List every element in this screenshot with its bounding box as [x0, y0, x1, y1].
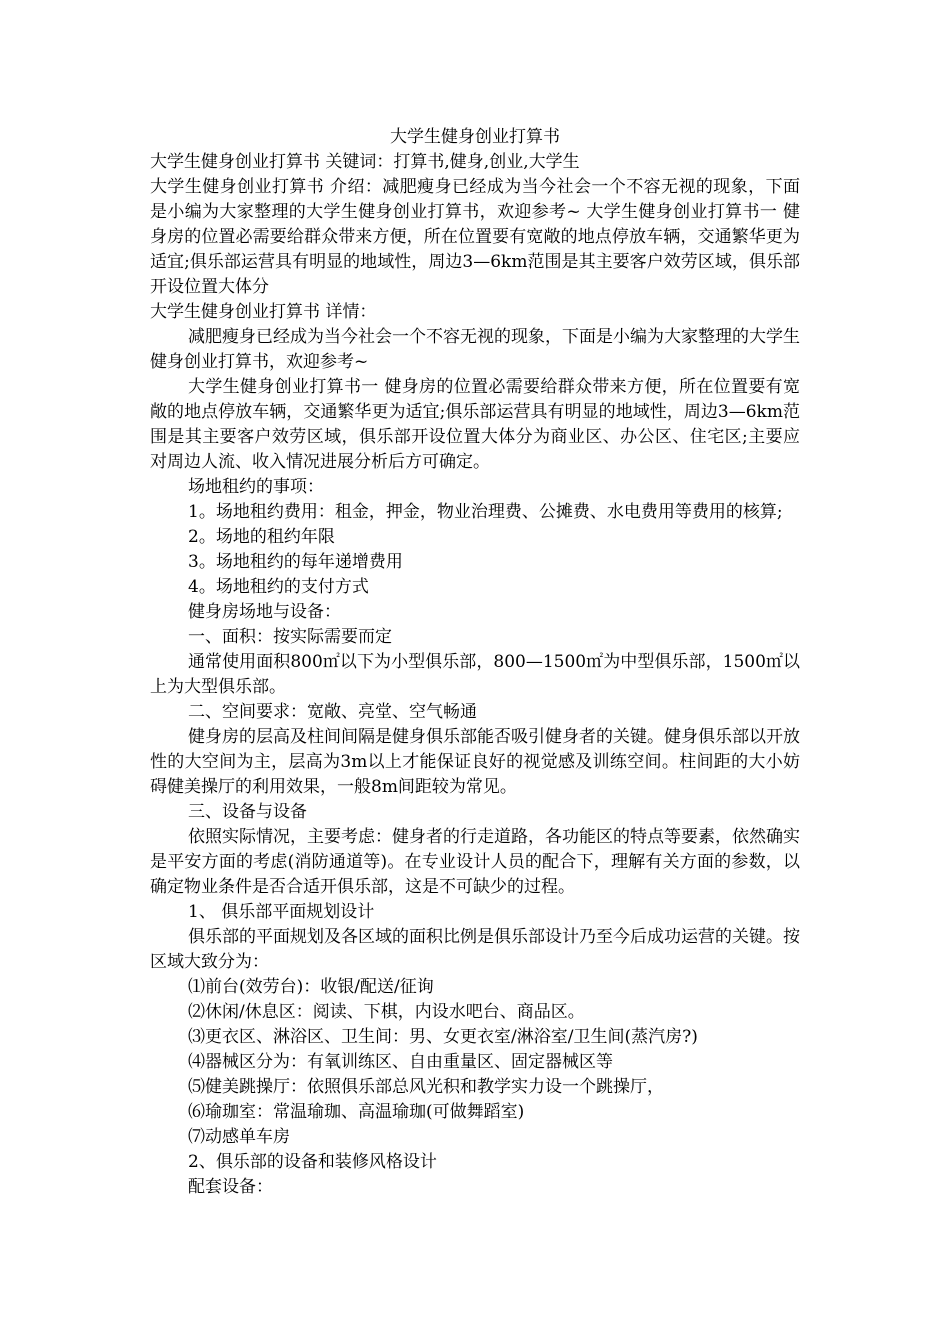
list-item: 3。场地租约的每年递增费用 — [188, 552, 403, 572]
document-page — [150, 124, 800, 1200]
list-item: ⑵休闲/休息区：阅读、下棋，内设水吧台、商品区。 — [188, 1002, 585, 1022]
list-item: ⑸健美跳操厅：依照俱乐部总风光积和教学实力设一个跳操厅， — [188, 1077, 664, 1097]
section-heading: 场地租约的事项： — [188, 477, 324, 497]
list-item: ⑺动感单车房 — [188, 1127, 290, 1147]
document-title: 大学生健身创业打算书 — [390, 127, 560, 147]
section-heading: 三、设备与设备 — [188, 802, 307, 822]
list-item: ⑶更衣区、淋浴区、卫生间：男、女更衣室/淋浴室/卫生间(蒸汽房?) — [188, 1027, 698, 1047]
details-label: 大学生健身创业打算书 详情： — [150, 302, 377, 322]
section-heading: 2、俱乐部的设备和装修风格设计 — [188, 1152, 437, 1172]
body-paragraph: 减肥瘦身已经成为当今社会一个不容无视的现象，下面是小编为大家整理的大学生健身创业打算书，欢迎参考~ — [150, 327, 800, 372]
keywords-line: 大学生健身创业打算书 关键词：打算书,健身,创业,大学生 — [150, 152, 580, 172]
list-item: ⑹瑜珈室：常温瑜珈、高温瑜珈(可做舞蹈室) — [188, 1102, 525, 1122]
section-heading: 二、空间要求：宽敞、亮堂、空气畅通 — [188, 702, 477, 722]
section-heading: 一、面积：按实际需要而定 — [188, 627, 392, 647]
section-heading: 1、 俱乐部平面规划设计 — [188, 902, 375, 922]
body-paragraph: 通常使用面积800㎡以下为小型俱乐部，800—1500㎡为中型俱乐部，1500㎡以上为大型俱乐部。 — [150, 652, 800, 697]
body-paragraph: 大学生健身创业打算书一 健身房的位置必需要给群众带来方便，所在位置要有宽敞的地点停放车辆，交通繁华更为适宜;俱乐部运营具有明显的地域性，周边3—6km范围是其主要客户效劳区域，俱乐部开设位置大体分为商业区、办公区、住宅区;主要应对周边人流、收入情况进展分析后方可确定。 — [150, 377, 800, 472]
body-paragraph: 健身房的层高及柱间间隔是健身俱乐部能否吸引健身者的关键。健身俱乐部以开放性的大空间为主，层高为3m以上才能保证良好的视觉感及训练空间。柱间距的大小妨碍健美操厅的利用效果，一般8m间距较为常见。 — [150, 727, 800, 797]
list-item: 2。场地的租约年限 — [188, 527, 335, 547]
list-item: ⑷器械区分为：有氧训练区、自由重量区、固定器械区等 — [188, 1052, 613, 1072]
body-paragraph: 俱乐部的平面规划及各区域的面积比例是俱乐部设计乃至今后成功运营的关键。按区域大致分为： — [150, 927, 800, 972]
list-item: 4。场地租约的支付方式 — [188, 577, 369, 597]
list-item: 1。场地租约费用：租金，押金，物业治理费、公摊费、水电费用等费用的核算; — [188, 502, 783, 522]
body-paragraph: 依照实际情况，主要考虑：健身者的行走道路，各功能区的特点等要素，依然确实是平安方面的考虑(消防通道等)。在专业设计人员的配合下，理解有关方面的参数，以确定物业条件是否合适开俱乐部，这是不可缺少的过程。 — [150, 827, 800, 897]
section-heading: 健身房场地与设备： — [188, 602, 341, 622]
section-heading: 配套设备： — [188, 1177, 273, 1197]
list-item: ⑴前台(效劳台)：收银/配送/征询 — [188, 977, 434, 997]
intro-paragraph: 大学生健身创业打算书 介绍：减肥瘦身已经成为当今社会一个不容无视的现象，下面是小编为大家整理的大学生健身创业打算书，欢迎参考~ 大学生健身创业打算书一 健身房的位置必需要给群众带来方便，所在位置要有宽敞的地点停放车辆，交通繁华更为适宜;俱乐部运营具有明显的地域性，周边3—6km范围是其主要客户效劳区域，俱乐部开设位置大体分 — [150, 177, 800, 297]
